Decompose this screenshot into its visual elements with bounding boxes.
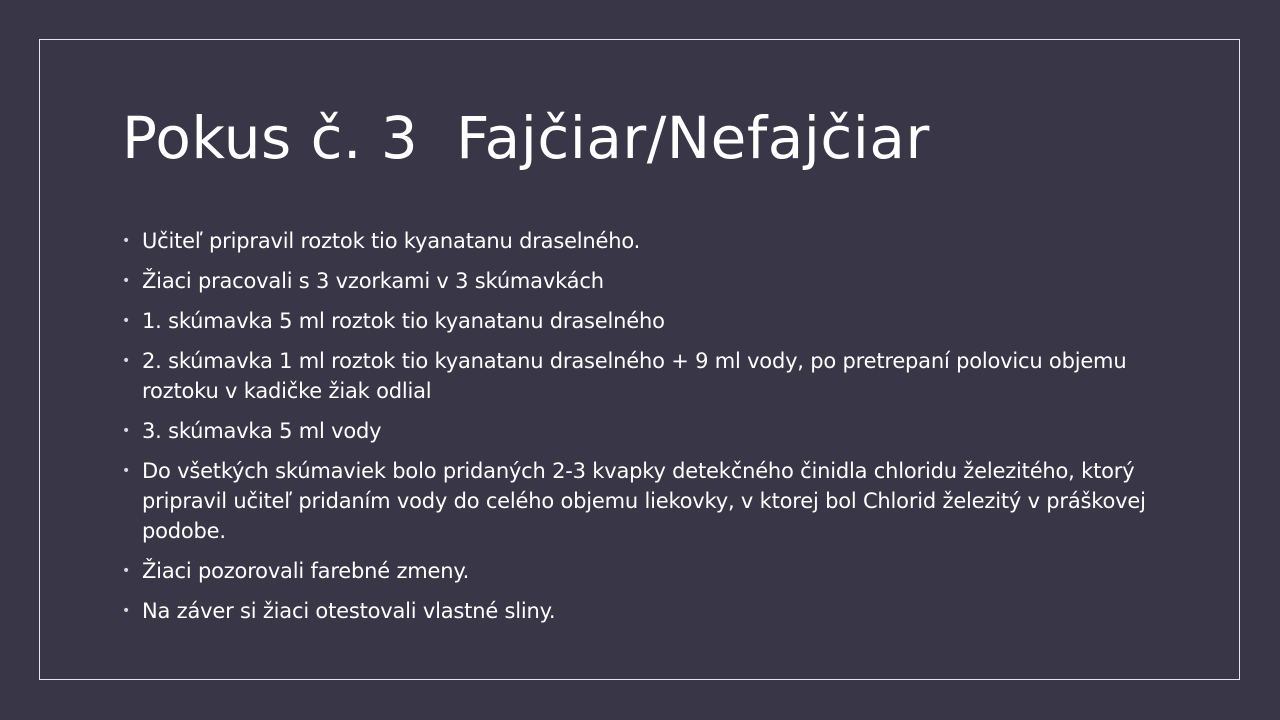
bullet-dot-icon: •	[122, 563, 131, 579]
bullet-item	[120, 596, 1180, 626]
bullet-item	[120, 416, 1180, 446]
bullet-text: 3. skúmavka 5 ml vody	[142, 419, 382, 443]
bullet-item	[120, 266, 1180, 296]
bullet-text: Učiteľ pripravil roztok tio kyanatanu draselného.	[142, 229, 641, 253]
bullet-list	[120, 226, 1180, 636]
bullet-item	[120, 306, 1180, 336]
bullet-dot-icon: •	[122, 603, 131, 619]
bullet-text: 2. skúmavka 1 ml roztok tio kyanatanu draselného + 9 ml vody, po pretrepaní polovicu objemu roztoku v kadičke žiak odlial	[142, 349, 1127, 403]
bullet-dot-icon: •	[122, 463, 131, 479]
bullet-text: Žiaci pracovali s 3 vzorkami v 3 skúmavkách	[142, 269, 604, 293]
slide-title: Pokus č. 3 Fajčiar/Nefajčiar	[122, 104, 930, 172]
bullet-item	[120, 556, 1180, 586]
bullet-dot-icon: •	[122, 313, 131, 329]
bullet-item	[120, 456, 1180, 546]
bullet-text: 1. skúmavka 5 ml roztok tio kyanatanu draselného	[142, 309, 665, 333]
bullet-item	[120, 346, 1180, 406]
bullet-dot-icon: •	[122, 423, 131, 439]
bullet-text: Žiaci pozorovali farebné zmeny.	[142, 559, 470, 583]
bullet-text: Na záver si žiaci otestovali vlastné sliny.	[142, 599, 556, 623]
bullet-dot-icon: •	[122, 233, 131, 249]
bullet-item	[120, 226, 1180, 256]
bullet-dot-icon: •	[122, 273, 131, 289]
bullet-text: Do všetkých skúmaviek bolo pridaných 2-3 kvapky detekčného činidla chloridu železitého, ktorý pripravil učiteľ pridaním vody do celého objemu liekovky, v ktorej bol Chlorid železitý v práškovej podobe.	[142, 459, 1146, 543]
bullet-dot-icon: •	[122, 353, 131, 369]
